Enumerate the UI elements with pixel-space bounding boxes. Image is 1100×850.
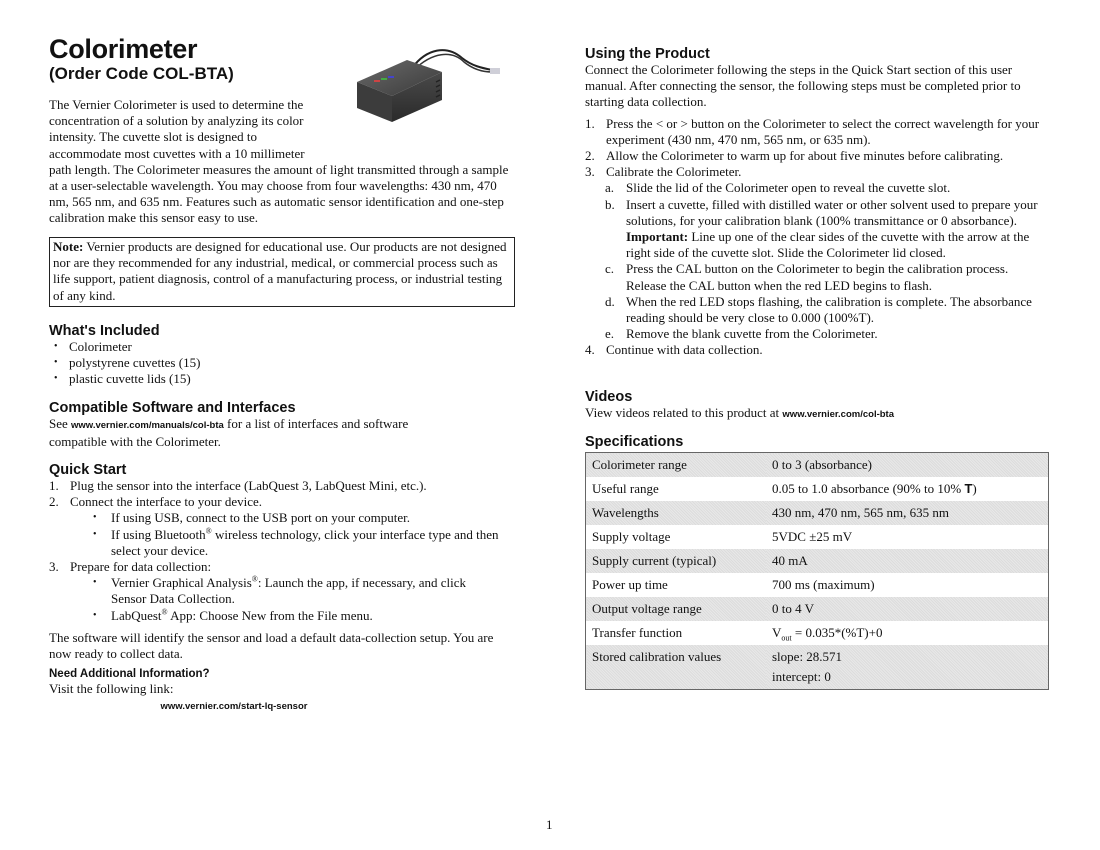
note-text: Vernier products are designed for educational use. Our products are not designed nor are they recommended for any industrial, medical, or commercial process such as life support, patient diagnosis, control of a manufacturing process, or industrial testing of any kind. — [53, 239, 507, 303]
quick-start-section — [49, 462, 515, 662]
spec-key: Useful range — [592, 481, 659, 496]
table-row — [586, 525, 1049, 549]
table-row — [586, 549, 1049, 573]
using-substep — [585, 294, 1051, 326]
spec-value — [766, 621, 1049, 645]
spec-value-subscript: out — [781, 633, 792, 643]
intro-paragraph — [49, 97, 515, 227]
table-row — [586, 597, 1049, 621]
spec-key: Output voltage range — [586, 597, 767, 621]
using-substep — [585, 180, 1051, 196]
intro-line: concentration of a solution by analyzing its color — [49, 113, 304, 129]
spec-key: Colorimeter range — [586, 453, 767, 478]
list-item: • Colorimeter — [49, 339, 515, 355]
compatible-prefix: See — [49, 416, 72, 431]
intro-line: accommodate most cuvettes with a 10 millimeter — [49, 145, 305, 161]
substep-text: Insert a cuvette, filled with distilled water or other solvent used to prepare your solutions, for your calibration blank (100% transmittance or 0 absorbance). — [626, 196, 1038, 228]
page-number: 1 — [546, 817, 553, 832]
step-number: 1. — [49, 478, 59, 493]
videos-section — [585, 389, 1051, 423]
table-row — [586, 477, 1049, 501]
note-label: Note: — [53, 239, 84, 254]
table-row — [586, 573, 1049, 597]
spec-value: 5VDC ±25 mV — [772, 529, 853, 544]
compatible-suffix: for a list of interfaces and software compatible with the Colorimeter. — [49, 416, 409, 450]
spec-key: Transfer function — [592, 625, 683, 640]
note-box — [49, 237, 515, 307]
need-info-text: Visit the following link: — [49, 681, 174, 696]
table-row — [586, 453, 1049, 478]
quick-start-heading: Quick Start — [49, 462, 127, 478]
substep-letter: a. — [605, 180, 615, 196]
substep-text: : Launch the app, if necessary, and click Sensor Data Collection. — [111, 575, 467, 607]
step-number: 2. — [585, 148, 595, 164]
intro-line: intensity. The cuvette slot is designed to — [49, 129, 257, 145]
table-row — [586, 501, 1049, 525]
substep-letter: b. — [605, 196, 615, 212]
spec-value-text: = 0.035*(%T)+0 — [791, 625, 883, 640]
table-row — [586, 621, 1049, 645]
compatible-section — [49, 400, 459, 450]
substep-text: LabQuest — [111, 607, 162, 623]
quick-start-substep — [49, 608, 515, 624]
videos-text — [585, 405, 1051, 423]
quick-start-substep: • If using USB, connect to the USB port on your computer. — [49, 510, 515, 526]
spec-value-line: slope: 28.571 — [772, 649, 843, 664]
spec-key: Wavelengths — [586, 501, 767, 525]
spec-value — [766, 645, 1049, 690]
spec-value-bold: T — [964, 481, 973, 496]
table-row — [586, 645, 1049, 690]
spec-value: 700 ms (maximum) — [772, 577, 875, 592]
spec-value: 0 to 3 (absorbance) — [766, 453, 1049, 478]
using-step — [585, 148, 1051, 164]
step-number: 4. — [585, 342, 595, 358]
quick-start-step — [49, 494, 515, 510]
spec-value-text: ) — [972, 481, 977, 496]
using-step — [585, 342, 1051, 358]
spec-key: Stored calibration values — [586, 645, 767, 690]
registered-mark: ® — [161, 607, 168, 617]
step-number: 3. — [585, 164, 595, 180]
using-product-section — [585, 46, 1051, 359]
step-number: 2. — [49, 494, 59, 510]
substep-text: App: Choose New from the File menu. — [167, 607, 373, 623]
using-product-heading: Using the Product — [585, 46, 710, 62]
substep-letter: e. — [605, 326, 615, 342]
spec-value: 0 to 4 V — [766, 597, 1049, 621]
substep-text: Vernier Graphical Analysis — [111, 575, 252, 591]
spec-value: 40 mA — [766, 549, 1049, 573]
using-product-intro: Connect the Colorimeter following the steps in the Quick Start section of this user manual. After connecting the sensor, the following steps must be completed prior to starting data collection. — [585, 62, 1021, 110]
spec-value: 430 nm, 470 nm, 565 nm, 635 nm — [766, 501, 1049, 525]
list-item: • polystyrene cuvettes (15) — [49, 355, 515, 371]
step-text: Allow the Colorimeter to warm up for about five minutes before calibrating. — [606, 148, 1004, 164]
videos-prefix: View videos related to this product at — [585, 405, 783, 420]
need-info-heading: Need Additional Information? — [49, 668, 210, 680]
spec-key: Supply voltage — [592, 529, 671, 544]
step-text: Plug the sensor into the interface (LabQuest 3, LabQuest Mini, etc.). — [70, 478, 427, 493]
registered-mark: ® — [205, 526, 212, 536]
intro-rest: path length. The Colorimeter measures the amount of light transmitted through a sample at a user-selectable wavelength. You may choose from four wavelengths: 430 nm, 470 nm, 565 nm, and 635 nm. Features such as automatic sensor identification and one-step calibration make this sensor easy to use. — [49, 161, 509, 226]
substep-text: When the red LED stops flashing, the calibration is complete. The absorbance reading should be very close to 0.000 (100%T). — [626, 293, 1032, 326]
compatible-text — [49, 416, 459, 450]
substep-text: If using Bluetooth — [111, 526, 206, 542]
step-text: Prepare for data collection: — [70, 559, 212, 575]
quick-start-substep — [49, 527, 515, 559]
substep-letter: d. — [605, 293, 615, 309]
step-number: 1. — [585, 115, 595, 131]
whats-included-section — [49, 323, 515, 388]
important-label: Important: — [626, 229, 689, 245]
registered-mark: ® — [251, 574, 258, 584]
need-info-section — [49, 667, 515, 712]
step-text: Press the < or > button on the Colorimeter to select the correct wavelength for your experiment (430 nm, 470 nm, 565 nm, or 635 nm). — [606, 115, 1040, 147]
videos-link[interactable]: www.vernier.com/col-bta — [782, 409, 894, 420]
substep-text: Press the CAL button on the Colorimeter to begin the calibration process. Release the CAL button when the red LED begins to flash. — [626, 261, 1009, 293]
quick-start-step — [49, 559, 515, 575]
spec-key: Supply current (typical) — [586, 549, 767, 573]
important-note — [585, 229, 1051, 261]
page-title: Colorimeter — [49, 34, 198, 64]
important-text: Line up one of the clear sides of the cuvette with the arrow at the right side of the cuvette slot. Slide the Colorimeter lid closed. — [626, 229, 1030, 261]
intro-line: The Vernier Colorimeter is used to determine the — [49, 97, 304, 112]
order-code: (Order Code COL-BTA) — [49, 64, 234, 83]
using-step — [585, 116, 1051, 148]
videos-heading: Videos — [585, 389, 633, 405]
specifications-heading: Specifications — [585, 434, 684, 450]
spec-value-text: 0.05 to 1.0 absorbance (90% to 10% — [772, 481, 965, 496]
start-sensor-link[interactable]: www.vernier.com/start-lq-sensor — [160, 701, 308, 713]
step-text: Connect the interface to your device. — [70, 494, 263, 510]
compatible-heading: Compatible Software and Interfaces — [49, 400, 296, 416]
manuals-link[interactable]: www.vernier.com/manuals/col-bta — [71, 420, 224, 431]
substep-text: Slide the lid of the Colorimeter open to reveal the cuvette slot. — [626, 180, 951, 196]
whats-included-list — [49, 339, 515, 388]
specifications-table — [585, 452, 1049, 690]
quick-start-closing: The software will identify the sensor and load a default data-collection setup. You are now ready to collect data. — [49, 629, 494, 662]
using-substep — [585, 326, 1051, 342]
step-number: 3. — [49, 559, 59, 575]
step-text: Calibrate the Colorimeter. — [606, 164, 742, 180]
step-text: Continue with data collection. — [606, 342, 763, 358]
spec-key: Power up time — [592, 577, 668, 592]
list-item: • plastic cuvette lids (15) — [49, 371, 515, 387]
spec-value-text: V — [772, 625, 782, 640]
whats-included-heading: What's Included — [49, 323, 160, 339]
using-substep — [585, 197, 1051, 229]
substep-letter: c. — [605, 261, 615, 277]
substep-text: Remove the blank cuvette from the Colorimeter. — [626, 326, 878, 342]
using-substep — [585, 261, 1051, 293]
quick-start-substep — [49, 575, 515, 607]
spec-value-line: intercept: 0 — [772, 669, 831, 684]
quick-start-step — [49, 478, 515, 494]
spec-value — [766, 477, 1049, 501]
using-step — [585, 164, 1051, 180]
substep-text: wireless technology, click your interface type and then select your device. — [111, 526, 499, 558]
